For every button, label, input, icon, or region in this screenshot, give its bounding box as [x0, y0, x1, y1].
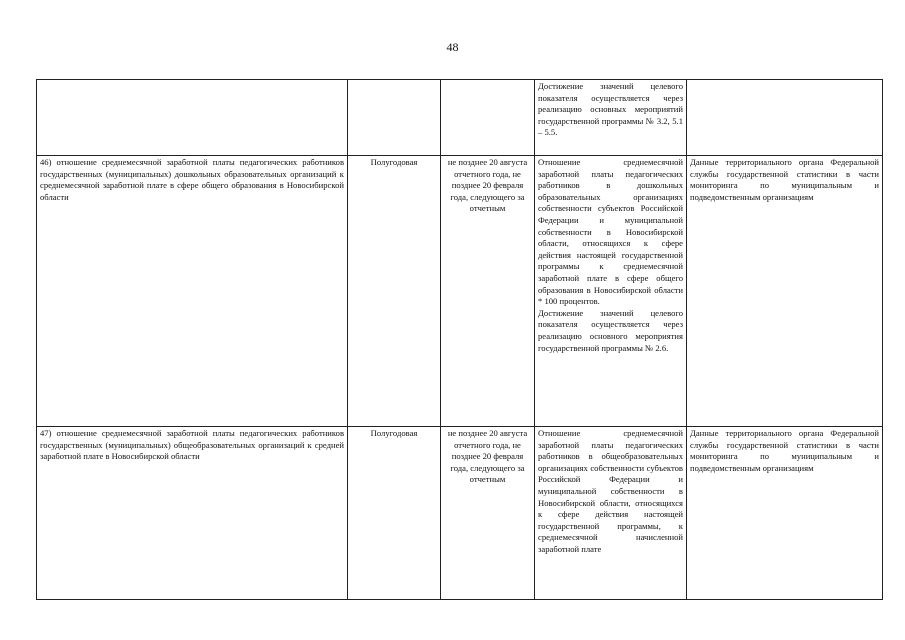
table-row	[37, 156, 883, 427]
source-cell: Данные территориального органа Федеральной службы государственной статистики в части мониторинга по муниципальным и подведомственным организациям	[687, 156, 883, 427]
indicator-cell: 47) отношение среднемесячной заработной платы педагогических работников государственных (муниципальных) общеобразовательных организаций к средней заработной плате в Новосибирской области	[37, 427, 348, 600]
method-paragraph: Достижение значений целевого показателя осуществляется через реализацию основных мероприятий государственной программы № 3.2, 5.1 – 5.5.	[538, 81, 683, 138]
table-row	[37, 80, 883, 156]
table-row	[37, 427, 883, 600]
deadline-cell	[441, 80, 535, 156]
method-paragraph: Достижение значений целевого показателя осуществляется через реализацию основного мероприятия государственной программы № 2.6.	[538, 307, 683, 353]
indicators-table	[36, 79, 883, 600]
deadline-cell: не позднее 20 августа отчетного года, не позднее 20 февраля года, следующего за отчетным	[441, 427, 535, 600]
method-cell	[535, 427, 687, 600]
method-paragraph: Отношение среднемесячной заработной платы педагогических работников в общеобразовательных организациях собственности субъектов Российской Федерации и муниципальной собственности в Новосибирской области, относящихся к сфере действия настоящей государственной программы, к среднемесячной начисленной заработной плате	[538, 428, 683, 554]
source-cell	[687, 80, 883, 156]
periodicity-cell	[348, 80, 441, 156]
indicator-cell: 46) отношение среднемесячной заработной платы педагогических работников государственных (муниципальных) дошкольных образовательных организаций к среднемесячной заработной плате в сфере общего образования в Новосибирской области	[37, 156, 348, 427]
deadline-cell: не позднее 20 августа отчетного года, не позднее 20 февраля года, следующего за отчетным	[441, 156, 535, 427]
source-cell: Данные территориального органа Федеральной службы государственной статистики в части мониторинга по муниципальным и подведомственным организациям	[687, 427, 883, 600]
periodicity-cell: Полугодовая	[348, 427, 441, 600]
method-cell	[535, 80, 687, 156]
indicator-cell	[37, 80, 348, 156]
method-cell	[535, 156, 687, 427]
page-number: 48	[446, 40, 459, 54]
periodicity-cell: Полугодовая	[348, 156, 441, 427]
method-paragraph: Отношение среднемесячной заработной платы педагогических работников в дошкольных образовательных организациях собственности субъектов Российской Федерации и муниципальной собственности в Новосибирской области, относящихся к сфере действия настоящей государственной программы к среднемесячной заработной плате в сфере общего образования в Новосибирской области * 100 процентов.	[538, 157, 683, 307]
